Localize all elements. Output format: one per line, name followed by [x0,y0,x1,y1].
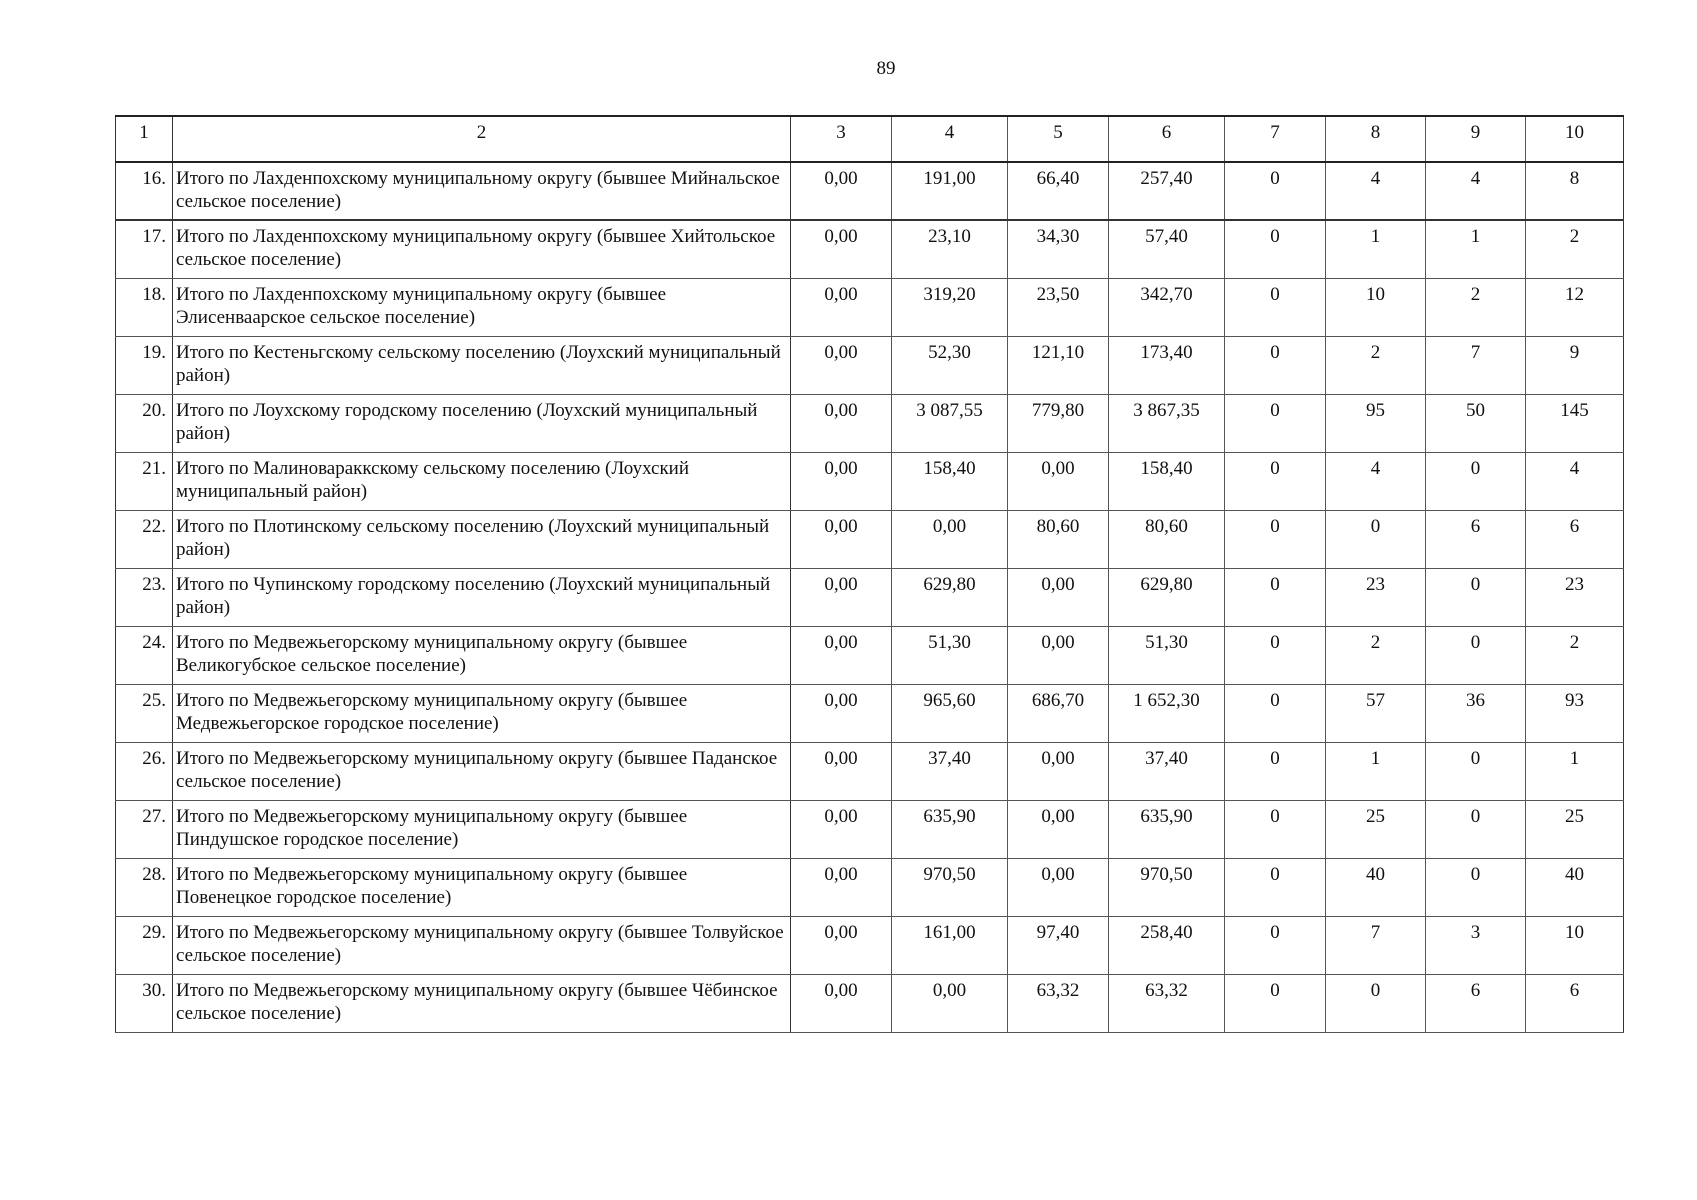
row-number-cell: 28. [116,858,173,916]
value-cell-col-6: 51,30 [1109,626,1225,684]
value-cell-col-10: 10 [1526,916,1624,974]
value-cell-col-6: 158,40 [1109,452,1225,510]
value-cell-col-8: 23 [1326,568,1426,626]
value-cell-col-4: 52,30 [892,336,1008,394]
row-name-cell: Итого по Плотинскому сельскому поселению (Лоухский муниципальный район) [173,510,791,568]
value-cell-col-10: 25 [1526,800,1624,858]
value-cell-col-3: 0,00 [791,916,892,974]
row-name-cell: Итого по Медвежьегорскому муниципальному округу (бывшее Паданское сельское поселение) [173,742,791,800]
value-cell-col-5: 686,70 [1008,684,1109,742]
value-cell-col-7: 0 [1225,916,1326,974]
value-cell-col-4: 965,60 [892,684,1008,742]
value-cell-col-5: 0,00 [1008,626,1109,684]
value-cell-col-3: 0,00 [791,626,892,684]
value-cell-col-8: 2 [1326,336,1426,394]
value-cell-col-5: 0,00 [1008,568,1109,626]
value-cell-col-5: 97,40 [1008,916,1109,974]
value-cell-col-6: 635,90 [1109,800,1225,858]
value-cell-col-7: 0 [1225,742,1326,800]
value-cell-col-3: 0,00 [791,162,892,220]
table-row [116,568,1624,626]
row-name-cell: Итого по Малиновараккскому сельскому поселению (Лоухский муниципальный район) [173,452,791,510]
value-cell-col-6: 173,40 [1109,336,1225,394]
value-cell-col-7: 0 [1225,510,1326,568]
row-name-cell: Итого по Медвежьегорскому муниципальному округу (бывшее Толвуйское сельское поселение) [173,916,791,974]
value-cell-col-10: 1 [1526,742,1624,800]
value-cell-col-10: 145 [1526,394,1624,452]
value-cell-col-5: 779,80 [1008,394,1109,452]
value-cell-col-4: 37,40 [892,742,1008,800]
value-cell-col-6: 342,70 [1109,278,1225,336]
value-cell-col-3: 0,00 [791,510,892,568]
value-cell-col-4: 191,00 [892,162,1008,220]
table-row [116,510,1624,568]
value-cell-col-8: 4 [1326,452,1426,510]
value-cell-col-3: 0,00 [791,568,892,626]
value-cell-col-4: 158,40 [892,452,1008,510]
value-cell-col-8: 0 [1326,974,1426,1032]
value-cell-col-4: 970,50 [892,858,1008,916]
value-cell-col-9: 6 [1426,974,1526,1032]
value-cell-col-10: 9 [1526,336,1624,394]
value-cell-col-10: 23 [1526,568,1624,626]
row-name-cell: Итого по Медвежьегорскому муниципальному округу (бывшее Чёбинское сельское поселение) [173,974,791,1032]
value-cell-col-4: 629,80 [892,568,1008,626]
value-cell-col-9: 3 [1426,916,1526,974]
column-header-5: 5 [1008,116,1109,162]
value-cell-col-5: 80,60 [1008,510,1109,568]
table-row [116,626,1624,684]
value-cell-col-8: 1 [1326,742,1426,800]
value-cell-col-10: 93 [1526,684,1624,742]
value-cell-col-7: 0 [1225,800,1326,858]
value-cell-col-8: 25 [1326,800,1426,858]
value-cell-col-8: 10 [1326,278,1426,336]
table-row [116,974,1624,1032]
column-header-4: 4 [892,116,1008,162]
row-number-cell: 29. [116,916,173,974]
row-number-cell: 30. [116,974,173,1032]
value-cell-col-4: 23,10 [892,220,1008,278]
value-cell-col-5: 121,10 [1008,336,1109,394]
column-header-3: 3 [791,116,892,162]
value-cell-col-4: 3 087,55 [892,394,1008,452]
row-name-cell: Итого по Лахденпохскому муниципальному округу (бывшее Элисенваарское сельское поселение) [173,278,791,336]
value-cell-col-3: 0,00 [791,336,892,394]
row-number-cell: 26. [116,742,173,800]
value-cell-col-9: 36 [1426,684,1526,742]
row-number-cell: 23. [116,568,173,626]
row-number-cell: 25. [116,684,173,742]
value-cell-col-6: 970,50 [1109,858,1225,916]
value-cell-col-10: 6 [1526,974,1624,1032]
row-name-cell: Итого по Лоухскому городскому поселению (Лоухский муниципальный район) [173,394,791,452]
value-cell-col-10: 6 [1526,510,1624,568]
column-header-9: 9 [1426,116,1526,162]
value-cell-col-8: 40 [1326,858,1426,916]
value-cell-col-3: 0,00 [791,974,892,1032]
value-cell-col-3: 0,00 [791,858,892,916]
table-row [116,916,1624,974]
table-row [116,684,1624,742]
row-name-cell: Итого по Лахденпохскому муниципальному округу (бывшее Мийнальское сельское поселение) [173,162,791,220]
value-cell-col-5: 0,00 [1008,858,1109,916]
value-cell-col-5: 0,00 [1008,800,1109,858]
value-cell-col-8: 2 [1326,626,1426,684]
value-cell-col-6: 257,40 [1109,162,1225,220]
row-number-cell: 27. [116,800,173,858]
value-cell-col-6: 629,80 [1109,568,1225,626]
value-cell-col-8: 1 [1326,220,1426,278]
value-cell-col-6: 3 867,35 [1109,394,1225,452]
value-cell-col-5: 0,00 [1008,452,1109,510]
value-cell-col-7: 0 [1225,974,1326,1032]
value-cell-col-5: 0,00 [1008,742,1109,800]
column-header-8: 8 [1326,116,1426,162]
row-name-cell: Итого по Медвежьегорскому муниципальному округу (бывшее Медвежьегорское городское поселение) [173,684,791,742]
value-cell-col-3: 0,00 [791,800,892,858]
row-number-cell: 16. [116,162,173,220]
value-cell-col-7: 0 [1225,278,1326,336]
table-body [116,162,1624,1032]
value-cell-col-9: 0 [1426,452,1526,510]
page-number: 89 [876,58,896,79]
value-cell-col-9: 1 [1426,220,1526,278]
value-cell-col-4: 635,90 [892,800,1008,858]
value-cell-col-4: 51,30 [892,626,1008,684]
value-cell-col-9: 4 [1426,162,1526,220]
column-header-1: 1 [116,116,173,162]
table-row [116,220,1624,278]
row-name-cell: Итого по Чупинскому городскому поселению (Лоухский муниципальный район) [173,568,791,626]
value-cell-col-5: 66,40 [1008,162,1109,220]
data-table [115,115,1624,1033]
value-cell-col-7: 0 [1225,336,1326,394]
value-cell-col-7: 0 [1225,684,1326,742]
value-cell-col-8: 57 [1326,684,1426,742]
row-number-cell: 20. [116,394,173,452]
value-cell-col-9: 6 [1426,510,1526,568]
value-cell-col-7: 0 [1225,162,1326,220]
value-cell-col-4: 161,00 [892,916,1008,974]
row-name-cell: Итого по Медвежьегорскому муниципальному округу (бывшее Пиндушское городское поселение) [173,800,791,858]
value-cell-col-3: 0,00 [791,742,892,800]
row-number-cell: 21. [116,452,173,510]
value-cell-col-6: 1 652,30 [1109,684,1225,742]
value-cell-col-8: 4 [1326,162,1426,220]
row-name-cell: Итого по Медвежьегорскому муниципальному округу (бывшее Великогубское сельское поселение) [173,626,791,684]
column-header-10: 10 [1526,116,1624,162]
table-row [116,452,1624,510]
value-cell-col-8: 7 [1326,916,1426,974]
value-cell-col-7: 0 [1225,626,1326,684]
value-cell-col-7: 0 [1225,452,1326,510]
value-cell-col-5: 34,30 [1008,220,1109,278]
value-cell-col-6: 80,60 [1109,510,1225,568]
column-header-2: 2 [173,116,791,162]
value-cell-col-10: 2 [1526,626,1624,684]
value-cell-col-8: 0 [1326,510,1426,568]
row-number-cell: 24. [116,626,173,684]
value-cell-col-7: 0 [1225,394,1326,452]
table-row [116,394,1624,452]
value-cell-col-10: 8 [1526,162,1624,220]
value-cell-col-4: 0,00 [892,510,1008,568]
row-name-cell: Итого по Лахденпохскому муниципальному округу (бывшее Хийтольское сельское поселение) [173,220,791,278]
value-cell-col-5: 63,32 [1008,974,1109,1032]
value-cell-col-9: 0 [1426,568,1526,626]
table-row [116,278,1624,336]
value-cell-col-9: 2 [1426,278,1526,336]
value-cell-col-7: 0 [1225,568,1326,626]
table-row [116,742,1624,800]
value-cell-col-3: 0,00 [791,452,892,510]
row-number-cell: 19. [116,336,173,394]
row-name-cell: Итого по Медвежьегорскому муниципальному округу (бывшее Повенецкое городское поселение) [173,858,791,916]
value-cell-col-3: 0,00 [791,220,892,278]
column-header-6: 6 [1109,116,1225,162]
row-number-cell: 18. [116,278,173,336]
table-row [116,800,1624,858]
value-cell-col-5: 23,50 [1008,278,1109,336]
value-cell-col-6: 63,32 [1109,974,1225,1032]
value-cell-col-9: 7 [1426,336,1526,394]
value-cell-col-9: 50 [1426,394,1526,452]
table-row [116,858,1624,916]
value-cell-col-6: 37,40 [1109,742,1225,800]
row-name-cell: Итого по Кестеньгскому сельскому поселению (Лоухский муниципальный район) [173,336,791,394]
table-header-row [116,116,1624,162]
value-cell-col-9: 0 [1426,800,1526,858]
value-cell-col-6: 57,40 [1109,220,1225,278]
value-cell-col-3: 0,00 [791,394,892,452]
value-cell-col-3: 0,00 [791,684,892,742]
value-cell-col-10: 2 [1526,220,1624,278]
value-cell-col-7: 0 [1225,858,1326,916]
value-cell-col-6: 258,40 [1109,916,1225,974]
value-cell-col-4: 319,20 [892,278,1008,336]
value-cell-col-10: 12 [1526,278,1624,336]
table-row [116,336,1624,394]
table-row [116,162,1624,220]
value-cell-col-4: 0,00 [892,974,1008,1032]
value-cell-col-3: 0,00 [791,278,892,336]
value-cell-col-9: 0 [1426,742,1526,800]
value-cell-col-9: 0 [1426,858,1526,916]
value-cell-col-9: 0 [1426,626,1526,684]
value-cell-col-10: 4 [1526,452,1624,510]
row-number-cell: 17. [116,220,173,278]
row-number-cell: 22. [116,510,173,568]
column-header-7: 7 [1225,116,1326,162]
value-cell-col-8: 95 [1326,394,1426,452]
value-cell-col-7: 0 [1225,220,1326,278]
value-cell-col-10: 40 [1526,858,1624,916]
